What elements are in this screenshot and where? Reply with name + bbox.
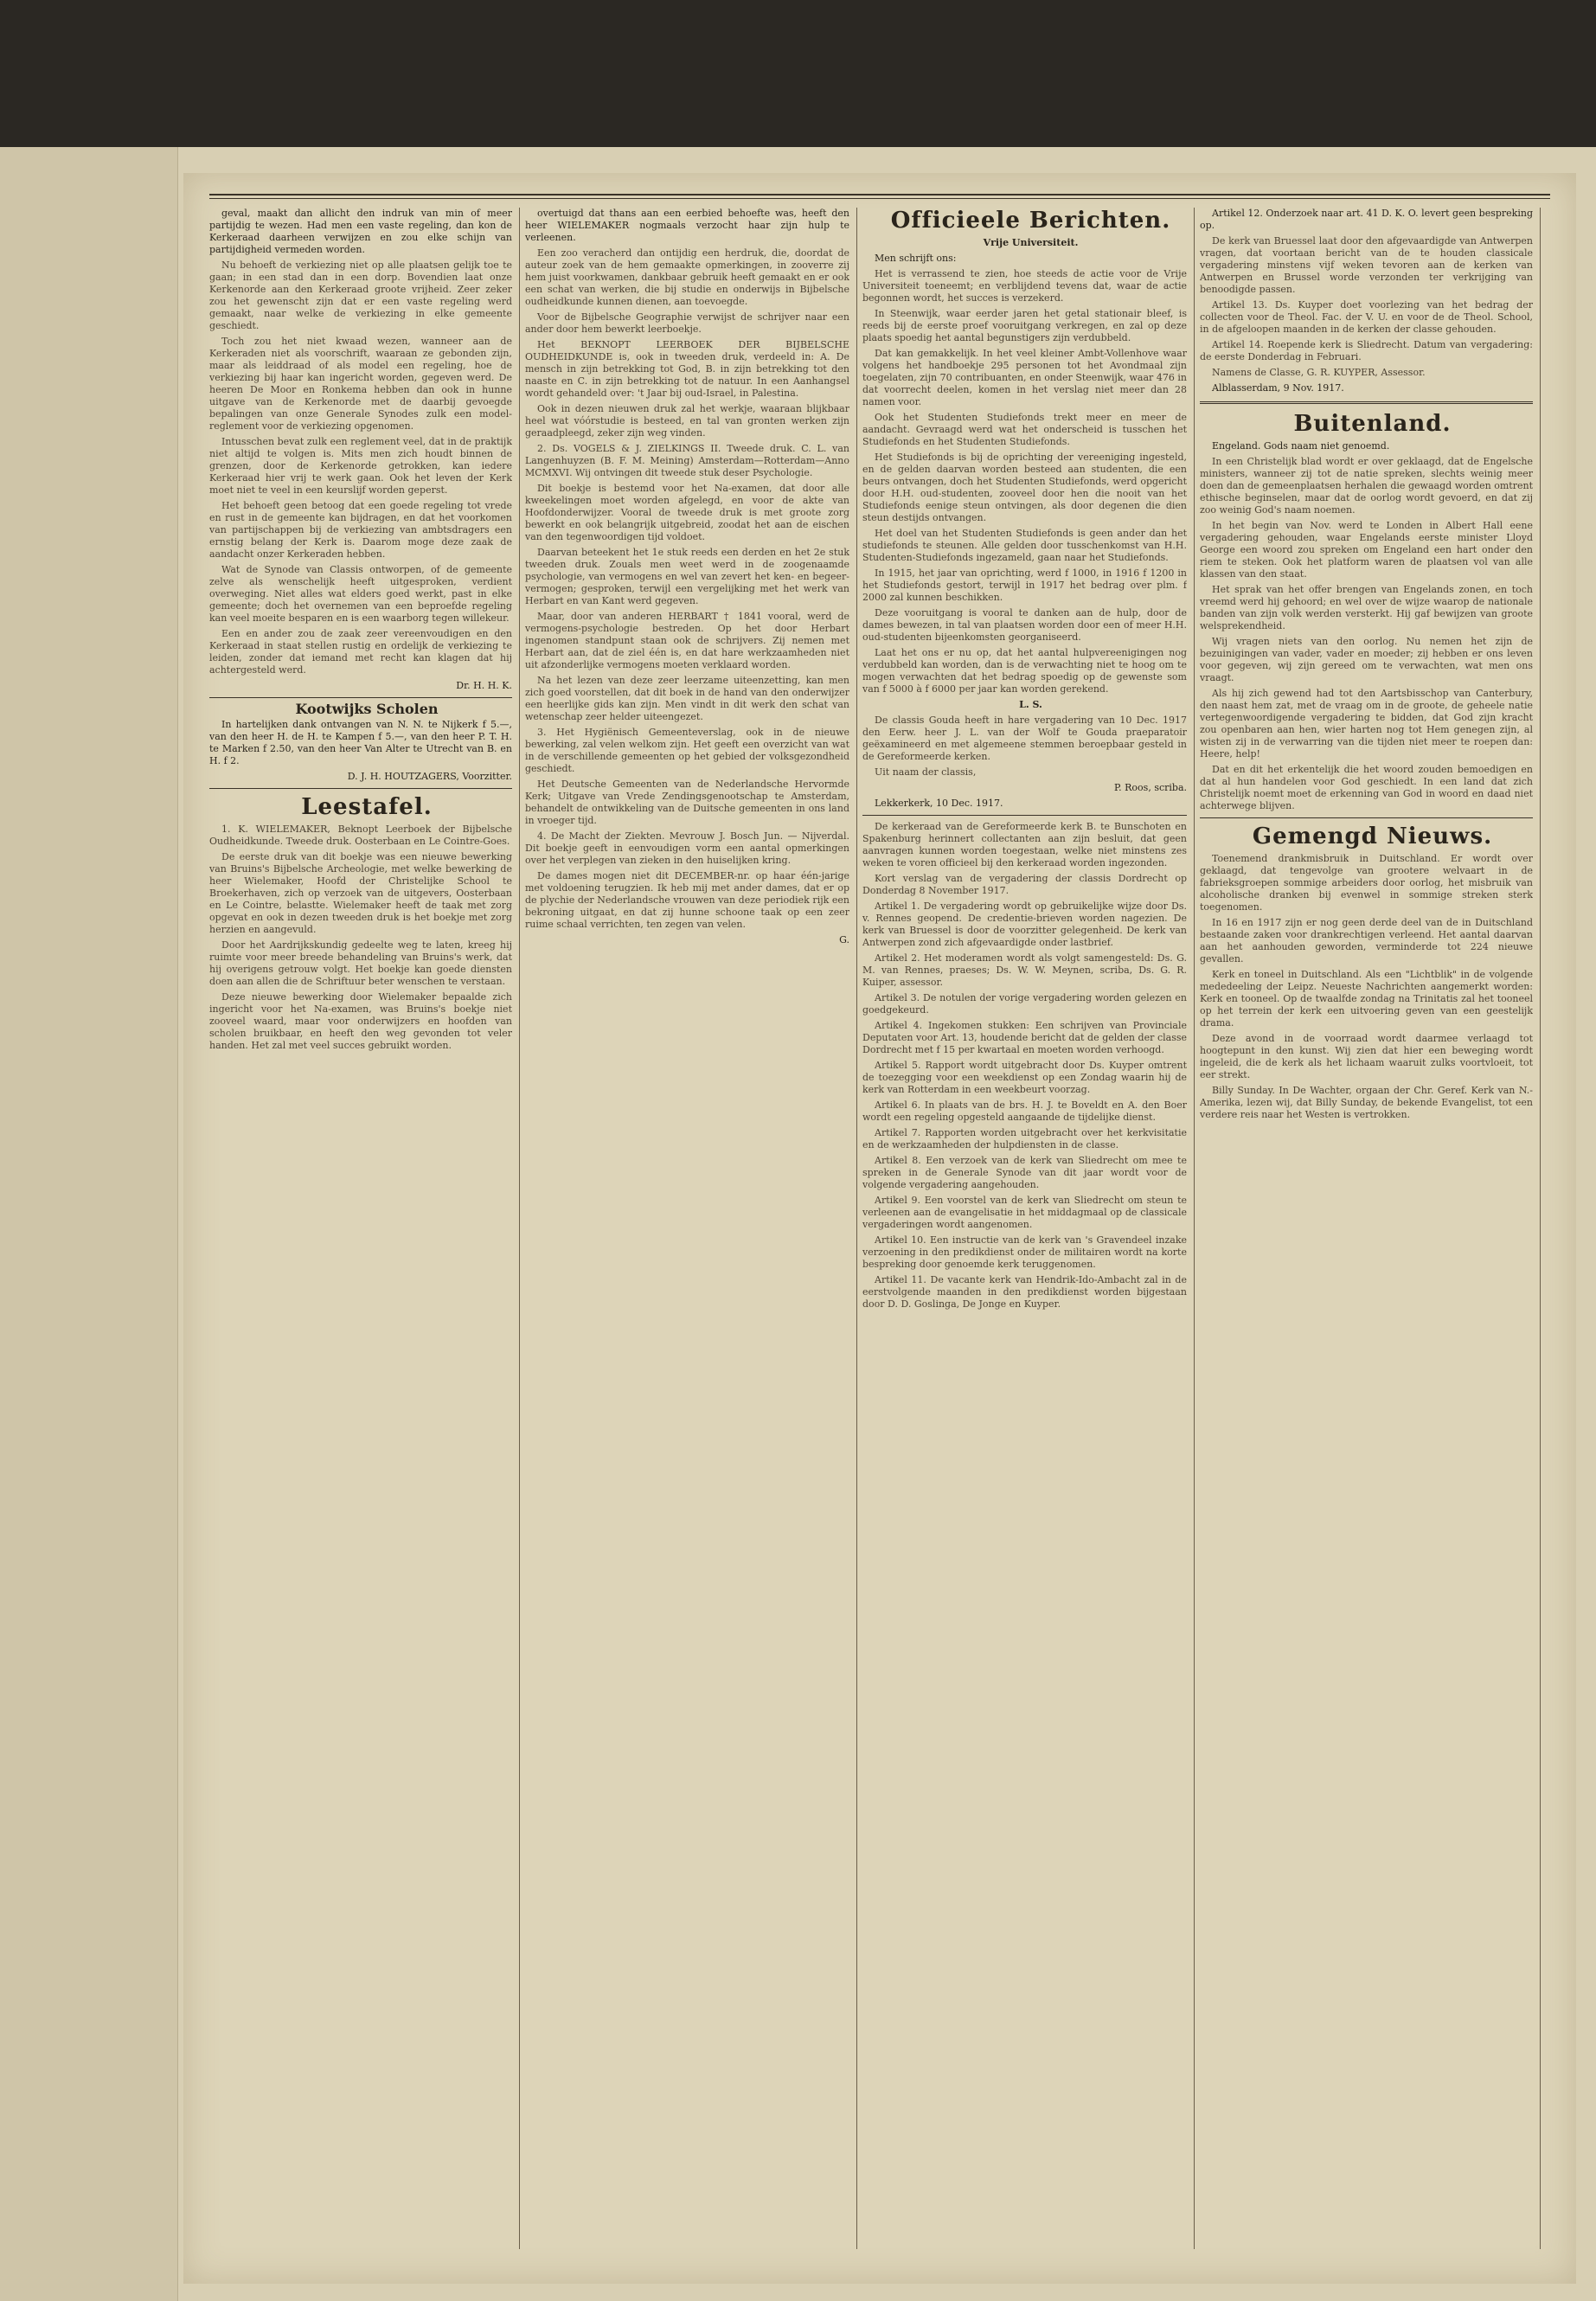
leestafel-body-text: 1. K. WIELEMAKER, Beknopt Leerboek der Bijbelsche Oudheidkunde. Tweede druk. Oosterbaan en Le Cointre-Goes. De eerste druk van dit boekje was een nieuwe bewerking van Bruins's Bijbelsche Archeologie, met welke bewerking de heer Wielemaker, Hoofd der Christelijke School te Broekerhaven, zich op verzoek van de uitgevers, Oosterbaan en Le Cointre, belastte. Wielemaker heeft de taak met zorg opgevat en ook in dezen tweeden druk is het boekje met zorg herzien en aangevuld. Door het Aardrijkskundig gedeelte weg te laten, kreeg hij ruimte voor meer breede behandeling van Bruins's werk, dat hij overigens getrouw volgt. Het boekje kan goede diensten doen aan allen die de Schriftuur beter wenschen te verstaan. Deze nieuwe bewerking door Wielemaker bepaalde zich ingericht voor het Na-examen, was Bruins's boekje niet zooveel waard, maar voor onderwijzers en hoofden van scholen bruikbaar, en heeft den weg gevonden tot veler handen. Het zal met veel succes gebruikt worden. (209, 824, 512, 1051)
england-line: Engeland. Gods naam niet genoemd. (1212, 440, 1390, 452)
divider (209, 788, 512, 789)
col3-classis-text: De classis Gouda heeft in hare vergadering van 10 Dec. 1917 den Eerw. heer J. L. van der Wolf te Gouda praeparatoir geëxamineerd en met algemeene stemmen beroepbaar gesteld in de Gereformeerde kerken. Uit naam der classis, (862, 715, 1187, 778)
header-rule (209, 194, 1550, 199)
newspaper-sheet (0, 147, 1596, 2301)
col4-buitenland-text: In een Christelijk blad wordt er over geklaagd, dat de Engelsche ministers, wanneer zij tot de natie spreken, slechts weinig meer doen dan de gemeenplaatsen herhalen die gewaagd worden omtrent ethische beginselen, maar dat de oorlog wordt gevoerd, en dat zij zoo weinig God's naam noemen. In het begin van Nov. werd te Londen in Albert Hall eene vergadering gehouden, waar Engelands eerste minister Lloyd George een woord zou spreken om Engeland een hart onder den riem te steken. Ook het platform waren de plaatsen vol van alle klassen van den staat. Het sprak van het offer brengen van Engelands zonen, en toch vreemd werd hij gehoord; en wel over de wijze waarop de nationale banden van zijn volk werden versterkt. Hij gaf bewijzen van groote welsprekendheid. Wij vragen niets van den oorlog. Nu nemen het zijn de bezuinigingen van vader, vader en moeder; zij hebben er ons leven voor gegeven, wij zijn gereed om te verwachten, wat men ons vraagt. Als hij zich gewend had tot den Aartsbisschop van Canterbury, den naast hem zat, met de vraag om in de groote, de geheele natie vertegenwoordigende vergadering te bidden, dat God zijn kracht zou openbaren aan hen, wier harten nog tot Hem genegen zijn, al wisten zij in de verwarring van die tijden niet meer te roepen dan: Heere, help! Dat en dit het erkentelijk die het woord zouden bemoedigen en dat al hun handelen voor God geschiedt. In een land dat zich Christelijk noemt moet de erkenning van God in woord en daad niet achterwege blijven. (1200, 456, 1533, 811)
column-separator (1194, 208, 1195, 2249)
date-line: Lekkerkerk, 10 Dec. 1917. (875, 798, 1003, 809)
adjacent-page-edge (0, 147, 178, 2301)
col1-body-text: Nu behoeft de verkiezing niet op alle plaatsen gelijk toe te gaan; in een stad dan in een dorp. Bovendien laat onze Kerkenorde aan den Kerkeraad groote vrijheid. Zeer zeker zou het gewenscht zijn dat er een vaste regeling werd gemaakt, naar welke de verkiezing in elke gemeente geschiedt. Toch zou het niet kwaad wezen, wanneer aan de Kerkeraden niet als voorschrift, waaraan ze gebonden zijn, maar als leiddraad of als model een regeling, hoe de verkiezing bij haar kan ingericht worden, gegeven werd. De heeren De Moor en Ronkema hebben dan ook in hunne uitgave van de Kerkenorde met de daarbij gevoegde bepalingen van onze Generale Synodes zulk een model-reglement voor de verkiezing opgenomen. Intusschen bevat zulk een reglement veel, dat in de praktijk niet altijd te volgen is. Mits men zich houdt binnen de grenzen, door de Kerkenorde getrokken, kan iedere Kerkeraad hier vrij te werk gaan. Ook het leven der Kerk moet niet te veel in een keurslijf worden geperst. Het behoeft geen betoog dat een goede regeling tot vrede en rust in de gemeente kan bijdragen, en dat het voorkomen van partijschappen bij de verkiezing van ambtsdragers een ernstig belang der Kerk is. Daarom moge deze zaak de aandacht onzer Kerkeraden hebben. Wat de Synode van Classis ontworpen, of de gemeente zelve als wenschelijk heeft uitgesproken, verdient overweging. Niet alles wat elders goed werkt, past in elke gemeente; doch het overnemen van een beproefde regeling kan veel moeite besparen en is een waarborg tegen willekeur. Een en ander zou de zaak zeer vereenvoudigen en den Kerkeraad in staat stellen rustig en ordelijk de verkiezing te leiden, zonder dat iemand met recht kan klagen dat hij achtergesteld werd. (209, 260, 512, 676)
col3-classis-report: De kerkeraad van de Gereformeerde kerk B. te Bunschoten en Spakenburg herinnert collectanten aan zijn besluit, dat geen aanvragen kunnen worden toegestaan, welke niet minstens zes weken te voren officieel bij den kerkeraad worden ingezonden. Kort verslag van de vergadering der classis Dordrecht op Donderdag 8 November 1917. Artikel 1. De vergadering wordt op gebruikelijke wijze door Ds. v. Rennes geopend. De credentie-brieven worden nagezien. De kerk van Bruessel is door de voorzitter gelegenheid. De kerk van Antwerpen zond zich afgevaardigde onder lastbrief. Artikel 2. Het moderamen wordt als volgt samengesteld: Ds. G. M. van Rennes, praeses; Ds. W. W. Meynen, scriba, Ds. G. R. Kuiper, assessor. Artikel 3. De notulen der vorige vergadering worden gelezen en goedgekeurd. Artikel 4. Ingekomen stukken: Een schrijven van Provinciale Deputaten voor Art. 13, houdende bericht dat de gelden der classe Dordrecht met f 15 per kwartaal en moeten worden verhoogd. Artikel 5. Rapport wordt uitgebracht door Ds. Kuyper omtrent de toezegging voor een weekdienst op een Zondag waarin hij de kerk van Rotterdam in een weekbeurt voorzag. Artikel 6. In plaats van de brs. H. J. te Boveldt en A. den Boer wordt een regeling opgesteld aangaande de tijdelijke dienst. Artikel 7. Rapporten worden uitgebracht over het kerkvisitatie en de werkzaamheden der hulpdiensten in de classe. Artikel 8. Een verzoek van de kerk van Sliedrecht om mee te spreken in de Generale Synode van dit jaar wordt voor de volgende vergadering aangehouden. Artikel 9. Een voorstel van de kerk van Sliedrecht om steun te verleenen aan de evangelisatie in het middagmaal op de classicale vergaderingen wordt aangenomen. Artikel 10. Een instructie van de kerk van 's Gravendeel inzake verzoening in den predikdienst onder de militairen wordt na korte bespreking door genoemde kerk teruggenomen. Artikel 11. De vacante kerk van Hendrik-Ido-Ambacht zal in de eerstvolgende maanden in den predikdienst worden bijgestaan door D. D. Goslinga, De Jonge en Kuyper. (862, 821, 1187, 1310)
divider (862, 815, 1187, 816)
section-officieele-berichten: Officieele Berichten. (890, 208, 1171, 234)
section-kootwijks-scholen: Kootwijks Scholen (295, 701, 439, 717)
column-1 (209, 208, 512, 2249)
column-separator (856, 208, 857, 2249)
column-4 (1200, 208, 1533, 2249)
lc-sign-1: L. S. (1019, 699, 1042, 710)
section-leestafel: Leestafel. (301, 794, 433, 820)
col2-closing-signature: G. (839, 934, 849, 945)
sub-vrije-universiteit: Vrije Universiteit. (983, 237, 1079, 248)
place-date: Alblasserdam, 9 Nov. 1917. (1212, 382, 1344, 394)
col1-intro: geval, maakt dan allicht den indruk van min of meer partijdig te wezen. Had men een vaste regeling, dan kon de Kerkeraad daarheen verwijzen en zou elke schijn van partijdigheid vermeden worden. (209, 208, 512, 255)
newspaper-page (183, 173, 1576, 2284)
column-2 (525, 208, 849, 2249)
col4-intro: Artikel 12. Onderzoek naar art. 41 D. K. O. levert geen bespreking op. (1200, 208, 1533, 231)
column-separator (1540, 208, 1541, 2249)
section-gemengd-nieuws: Gemengd Nieuws. (1252, 824, 1493, 849)
col4-gemengd-text: Toenemend drankmisbruik in Duitschland. Er wordt over geklaagd, dat tengevolge van grootere welvaart in de fabrieksgroepen sommige arbeiders door oorlog, het misbruik van alcoholische dranken bij evenwel in sommige streken sterk toegenomen. In 16 en 1917 zijn er nog geen derde deel van de in Duitschland bestaande zaken voor drankrechtigen verleend. Het aantal daarvan aan het aanhouden geworden, verminderde tot 224 nieuwe gevallen. Kerk en toneel in Duitschland. Als een "Lichtblik" in de volgende mededeeling der Leipz. Neueste Nachrichten aangemerkt worden: Kerk en tooneel. Op de twaalfde zondag na Trinitatis zal het tooneel op het terrein der kerk een uitvoering geven van een geestelijk drama. Deze avond in de voorraad wordt daarmee verlaagd tot hoogtepunt in den kunst. Wij zien dat hier een beweging wordt ingeleid, die de kerk als het lichaam waaruit zulks voortvloeit, tot eer strekt. Billy Sunday. In De Wachter, orgaan der Chr. Geref. Kerk van N.-Amerika, lezen wij, dat Billy Sunday, de bekende Evangelist, tot een verdere reis naar het Westen is vertrokken. (1200, 853, 1533, 1120)
spacer (1548, 2266, 1549, 2267)
column-3 (862, 208, 1187, 2249)
col3-body-text: Het is verrassend te zien, hoe steeds de actie voor de Vrije Universiteit toeneemt; en verblijdend tevens dat, waar de actie begonnen wordt, het succes is verzekerd. In Steenwijk, waar eerder jaren het getal stationair bleef, is reeds bij de eerste proef vooruitgang verkregen, en zal op deze plaats spoedig het aantal begunstigers zijn verdubbeld. Dat kan gemakkelijk. In het veel kleiner Ambt-Vollenhove waar volgens het handboekje 295 personen tot het Avondmaal zijn toegelaten, zijn 70 contribuanten, en onder Steenwijk, waar 476 in dat voorrecht deelen, komen in het verslag niet meer dan 28 namen voor. Ook het Studenten Studiefonds trekt meer en meer de aandacht. Gevraagd werd wat het onderscheid is tusschen het Studiefonds en het Studenten Studiefonds. Het Studiefonds is bij de oprichting der vereeniging ingesteld, en de gelden daarvan worden besteed aan studenten, die een beurs ontvangen, doch het Studenten Studiefonds, werd opgericht door H.H. oud-studenten, zooveel door hen die nooit van het Studiefonds eenige steun ontvingen, als door degenen die dien steun destijds ontvangen. Het doel van het Studenten Studiefonds is geen ander dan het studiefonds te steunen. Alle gelden door tusschenkomst van H.H. Studenten-Studiefonds ingezameld, gaan naar het Studiefonds. In 1915, het jaar van oprichting, werd f 1000, in 1916 f 1200 in het Studiefonds gestort, terwijl in 1917 het bedrag over plm. f 2000 zal kunnen beschikken. Deze vooruitgang is vooral te danken aan de hulp, door de dames bewezen, in tal van plaatsen worden door een of meer H.H. oud-studenten bijeenkomsten georganiseerd. Laat het ons er nu op, dat het aantal hulpvereenigingen nog verdubbeld kan worden, dan is de verwachting niet te hoog om te mogen verwachten dat het bedrag spoedig op de gewenste som van f 5000 à f 6000 per jaar kan worden gerekend. (862, 268, 1187, 695)
col2-intro: overtuigd dat thans aan een eerbied behoefte was, heeft den heer WIELEMAKER nogmaals verzocht haar zijn hulp te verleenen. (525, 208, 849, 243)
divider (209, 697, 512, 698)
col1-signature: Dr. H. H. K. (456, 680, 512, 691)
column-separator (519, 208, 520, 2249)
col2-body-text: Een zoo veracherd dan ontijdig een herdruk, die, doordat de auteur zoek van de hem gemaakte opmerkingen, in zooverre zij hem juist voorkwamen, dankbaar gebruik heeft gemaakt en er ook een schat van werken, die bij studie en onderwijs in Bijbelsche oudheidkunde kunnen dienen, aan toevoegde. Voor de Bijbelsche Geographie verwijst de schrijver naar een ander door hem bewerkt leerboekje. Het BEKNOPT LEERBOEK DER BIJBELSCHE OUDHEIDKUNDE is, ook in tweeden druk, verdeeld in: A. De mensch in zijn betrekking tot God, B. in zijn betrekking tot den naaste en C. in zijn betrekking tot de natuur. In een Aanhangsel wordt gehandeld over: 't Jaar bij oud-Israel, in Palestina. Ook in dezen nieuwen druk zal het werkje, waaraan blijkbaar heel wat vóórstudie is besteed, en tal van gronten werken zijn geraadpleegd, zeker zijn weg vinden. 2. Ds. VOGELS & J. ZIELKINGS II. Tweede druk. C. L. van Langenhuyzen (B. F. M. Meining) Amsterdam—Rotterdam—Anno MCMXVI. Wij ontvingen dit tweede stuk deser Psychologie. Dit boekje is bestemd voor het Na-examen, dat door alle kweekelingen moet worden afgelegd, en voor de akte van Hoofdonderwijzer. Vooral de tweede druk is met groote zorg bewerkt en ook belangrijk uitgebreid, zoodat het aan de eischen van den tegenwoordigen tijd voldoet. Daarvan beteekent het 1e stuk reeds een derden en het 2e stuk tweeden druk. Zouals men weet werd in de zoogenaamde psychologie, van vermogens en wel van zevert het ken- en begeer-vermogen; gesproken, terwijl een vergelijking met het werk van Herbart en van Kant werd gegeven. Maar, door van anderen HERBART † 1841 vooral, werd de vermogens-psychologie bestreden. Op het door Herbart ingenomen standpunt staan ook de schrijvers. Zij nemen met Herbart aan, dat de ziel één is, en dat hare werkzaamheden niet uit afzonderlijke vermogens moeten verklaard worden. Na het lezen van deze zeer leerzame uiteenzetting, kan men zich goed voorstellen, dat dit boek in de hand van den onderwijzer een heerlijke gids kan zijn. Men vindt in dit werk den schat van wetenschap zeer helder uiteengezet. 3. Het Hygiënisch Gemeenteverslag, ook in de nieuwe bewerking, zal velen welkom zijn. Het geeft een overzicht van wat in de verschillende gemeenten op het gebied der volksgezondheid geschiedt. Het Deutsche Gemeenten van de Nederlandsche Hervormde Kerk; Uitgave van Vrede Zendingsgenootschap te Amsterdam, behandelt de ontwikkeling van de Duitsche gemeenten in ons land in vroeger tijd. 4. De Macht der Ziekten. Mevrouw J. Bosch Jun. — Nijverdal. Dit boekje geeft in eenvoudigen vorm een aantal opmerkingen over het verplegen van zieken in den huiselijken kring. De dames mogen niet dit DECEMBER-nr. op haar één-jarige met voldoening terugzien. Ik heb mij met ander dames, dat er op de plychie der Nederlandsche vrouwen van deze periodiek rijk een bekroning uitgaat, en dat zij hunne schoone taak op een zeer ruime schaal verrichten, ten zegen van velen. (525, 247, 849, 930)
divider (1200, 817, 1533, 818)
section-buitenland: Buitenland. (1293, 411, 1452, 437)
vu-intro: Men schrijft ons: (875, 253, 957, 264)
kootwijks-text: In hartelijken dank ontvangen van N. N. te Nijkerk f 5.—, van den heer H. de H. te Kampen f 5.—, van den heer P. T. H. te Marken f 2.50, van den heer Van Alter te Utrecht van B. en H. f 2. (209, 719, 512, 766)
kootwijks-signature: D. J. H. HOUTZAGERS, Voorzitter. (347, 771, 512, 782)
divider (1200, 401, 1533, 404)
scriba: P. Roos, scriba. (1113, 782, 1187, 793)
col4-body-text: De kerk van Bruessel laat door den afgevaardigde van Antwerpen vragen, dat voortaan bericht van de te houden classicale vergadering minstens vijf weken tevoren aan de kerken van Antwerpen en Brussel worde verzonden ter verkrijging van benoodigde passen. Artikel 13. Ds. Kuyper doet voorlezing van het bedrag der collecten voor de Theol. Fac. der V. U. en voor de de Theol. School, in de afgeloopen maanden in de kerken der classe gehouden. Artikel 14. Roepende kerk is Sliedrecht. Datum van vergadering: de eerste Donderdag in Februari. Namens de Classe, G. R. KUYPER, Assessor. (1200, 235, 1533, 378)
